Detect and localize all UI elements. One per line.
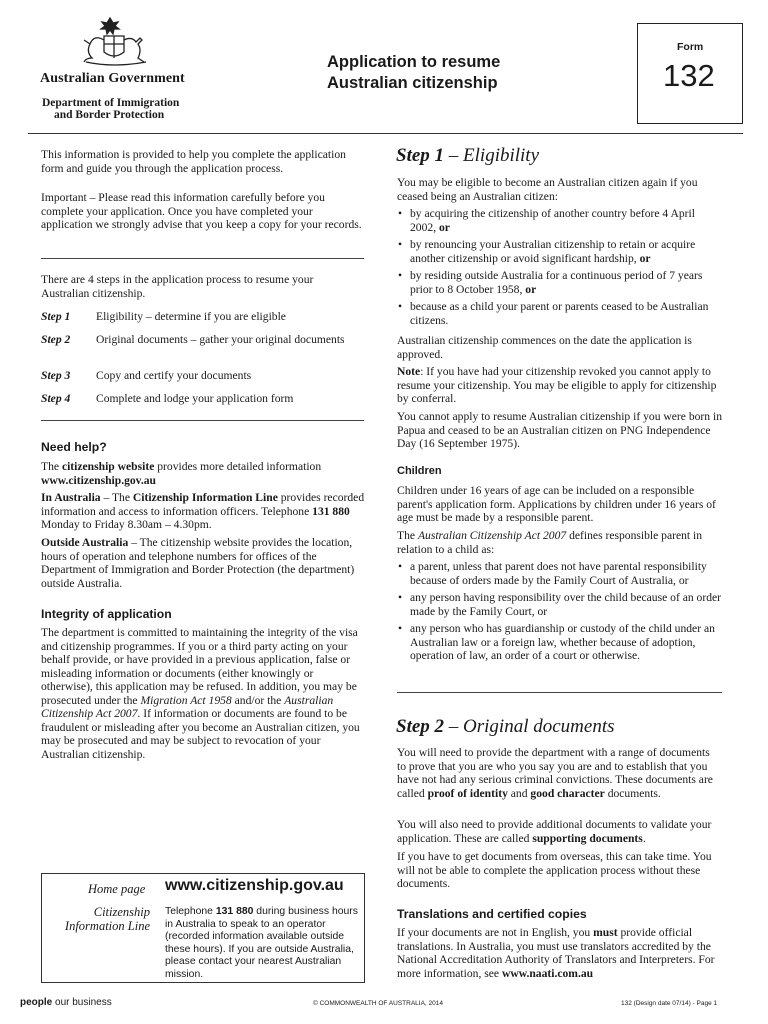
page-title-line2: Australian citizenship	[327, 74, 498, 92]
help-outside-paragraph: Outside Australia – The citizenship website provides the location, hours of operation and telephone numbers for offices of the Department of Immigration and Border Protection (the department) outside Australia.	[41, 536, 355, 590]
children-heading: Children	[397, 465, 442, 477]
important-paragraph: Important – Please read this information carefully before you complete your application. Once you have completed your application we strongly advise that you keep a copy for your records.	[41, 191, 362, 231]
naati-link[interactable]: www.naati.com.au	[501, 966, 594, 980]
eligibility-list	[397, 207, 723, 327]
list-item: • because as a child your parent or parents ceased to be Australian citizens.	[397, 300, 723, 327]
footer-copyright: © COMMONWEALTH OF AUSTRALIA, 2014	[313, 1000, 443, 1007]
children-paragraph: Children under 16 years of age can be included on a responsible parent's application form. Applications by children under 16 years of age must be made by a responsible parent.	[397, 484, 716, 524]
department-name-line1: Department of Immigration	[42, 97, 180, 109]
png-paragraph: You cannot apply to resume Australian citizenship if you were born in Papua and ceased to be an Australian citizen on PNG Independence Day (16 September 1975).	[397, 410, 722, 450]
home-page-label: Home page	[88, 882, 146, 896]
step-label: Step 4	[41, 392, 71, 405]
information-line-text: Telephone 131 880 during business hours in Australia to speak to an operator (recorded information available outside these hours). If you are outside Australia, please contact your nearest Australian mission.	[165, 906, 358, 980]
list-item: • a parent, unless that parent does not have parental responsibility because of orders made by the Family Court of Australia, or	[397, 560, 723, 587]
home-page-link[interactable]: www.citizenship.gov.au	[165, 877, 344, 894]
step-description: Complete and lodge your application form	[96, 392, 294, 405]
step-label: Step 2	[41, 333, 71, 346]
list-item: • by residing outside Australia for a continuous period of 7 years prior to 8 October 1958, or	[397, 269, 723, 296]
divider	[397, 692, 722, 693]
commencement-paragraph: Australian citizenship commences on the date the application is approved.	[397, 334, 692, 361]
list-item: • any person having responsibility over the child because of an order made by the Family Court, or	[397, 591, 723, 618]
list-item: • by renouncing your Australian citizenship to retain or acquire another citizenship or avoid significant hardship, or	[397, 238, 723, 265]
divider	[41, 258, 364, 259]
integrity-heading: Integrity of application	[41, 607, 172, 621]
step-list-item	[41, 310, 363, 324]
help-australia-paragraph: In Australia – The Citizenship Information Line provides recorded information and access to information officers. Telephone 131 880 Monday to Friday 8.30am – 4.30pm.	[41, 491, 365, 531]
step1-heading: Step 1 – Eligibility	[396, 145, 540, 166]
intro-paragraph: This information is provided to help you complete the application form and guide you through the application process.	[41, 148, 346, 175]
step1-intro: You may be eligible to become an Australian citizen again if you ceased being an Australian citizen:	[397, 176, 698, 203]
help-phone-number: 131 880	[312, 504, 350, 518]
step-list-item	[41, 392, 363, 406]
step2-paragraph2: You will also need to provide additional documents to validate your application. These are called supporting documents.	[397, 818, 712, 845]
header-divider	[28, 133, 743, 134]
page-title	[327, 52, 500, 94]
divider	[41, 420, 364, 421]
citizenship-website-link[interactable]: www.citizenship.gov.au	[41, 473, 156, 487]
government-name: Australian Government	[40, 71, 185, 86]
department-name-line2: and Border Protection	[54, 109, 165, 121]
step-label: Step 1	[41, 310, 71, 323]
step-list-item	[41, 333, 363, 361]
step-description: Copy and certify your documents	[96, 369, 252, 382]
step-description: Eligibility – determine if you are eligible	[96, 310, 286, 323]
step-label: Step 3	[41, 369, 71, 382]
responsible-parent-list	[397, 560, 723, 663]
help-website-paragraph: The citizenship website provides more detailed information www.citizenship.gov.au	[41, 460, 322, 487]
step2-paragraph1: You will need to provide the department with a range of documents to prove that you are who you say you are and to establish that you have not had any serious criminal convictions. These documents are called proof of identity and good character documents.	[397, 746, 713, 800]
step2-paragraph3: If you have to get documents from overseas, this can take time. You will not be able to complete the application process without these documents.	[397, 850, 712, 890]
responsible-parent-paragraph: The Australian Citizenship Act 2007 defines responsible parent in relation to a child as:	[397, 529, 703, 556]
footer-page-info: 132 (Design date 07/14) - Page 1	[621, 1000, 718, 1007]
form-number: 132	[663, 58, 715, 93]
step2-heading: Step 2 – Original documents	[396, 716, 615, 737]
step-list-item	[41, 369, 363, 383]
coat-of-arms-logo	[78, 14, 154, 68]
steps-intro: There are 4 steps in the application process to resume your Australian citizenship.	[41, 273, 314, 300]
page-title-line1: Application to resume	[327, 53, 501, 71]
translations-paragraph: If your documents are not in English, you must provide official translations. In Australia, you must use translators accredited by the National Accreditation Authority of Translators and Interpreters. For more information, see www.naati.com.au	[397, 926, 715, 980]
step-description: Original documents – gather your original documents	[96, 333, 345, 346]
integrity-paragraph: The department is committed to maintaining the integrity of the visa and citizenship programmes. If you or a third party acting on your behalf provide, or have provided in a previous application, false or misleading information or documents (either knowingly or otherwise), this application may be refused. In addition, you may be prosecuted under the Migration Act 1958 and/or the Australian Citizenship Act 2007. If information or documents are found to be fraudulent or misleading after you become an Australian citizen, you may be prosecuted and may be subject to revocation of your Australian citizenship.	[41, 626, 360, 761]
information-line-label: Citizenship Information Line	[64, 905, 150, 933]
note-paragraph: Note: If you have had your citizenship revoked you cannot apply to resume your citizenship. You may be eligible to apply for citizenship by conferral.	[397, 365, 717, 405]
form-label: Form	[677, 41, 704, 53]
list-item: • any person who has guardianship or custody of the child under an Australian law or a foreign law, whether because of adoption, operation of law, an order of a court or otherwise.	[397, 622, 723, 663]
need-help-heading: Need help?	[41, 440, 107, 454]
footer-slogan: people our business	[20, 997, 112, 1008]
list-item: • by acquiring the citizenship of another country before 4 April 2002, or	[397, 207, 723, 234]
translations-heading: Translations and certified copies	[397, 907, 587, 921]
